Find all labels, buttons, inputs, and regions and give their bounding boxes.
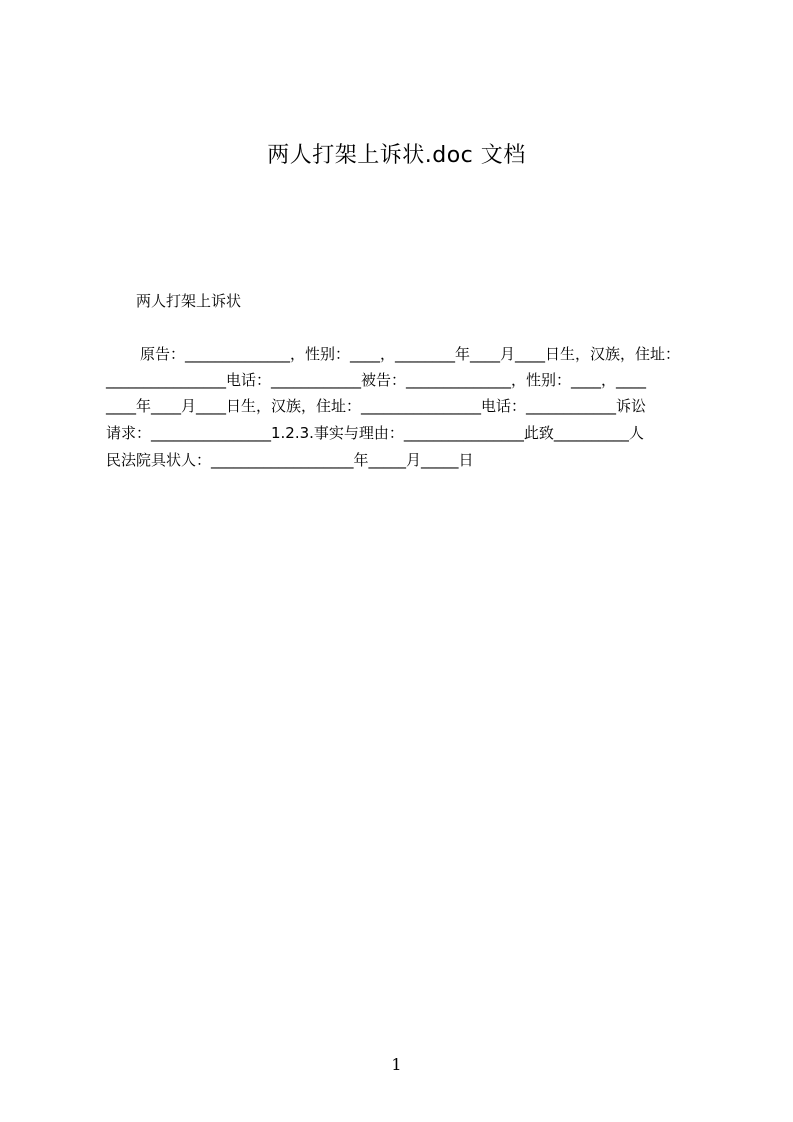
document-subheading: 两人打架上诉状 [136,292,242,310]
body-line-3: ____年____月____日生，汉族，住址：________________电话：____________诉讼 [106,397,647,415]
body-line-1: 原告：______________，性别：____，________年____月____日生，汉族，住址： [140,345,681,363]
body-line-4: 请求：________________1.2.3.事实与理由：________________此致__________人 [106,424,644,442]
body-line-5: 民法院具状人：___________________年_____月_____日 [106,451,474,469]
page-number: 1 [391,1055,402,1074]
body-line-2: ________________电话：____________被告：______________，性别：____，____ [106,371,647,389]
document-title: 两人打架上诉状.doc 文档 [267,143,526,168]
